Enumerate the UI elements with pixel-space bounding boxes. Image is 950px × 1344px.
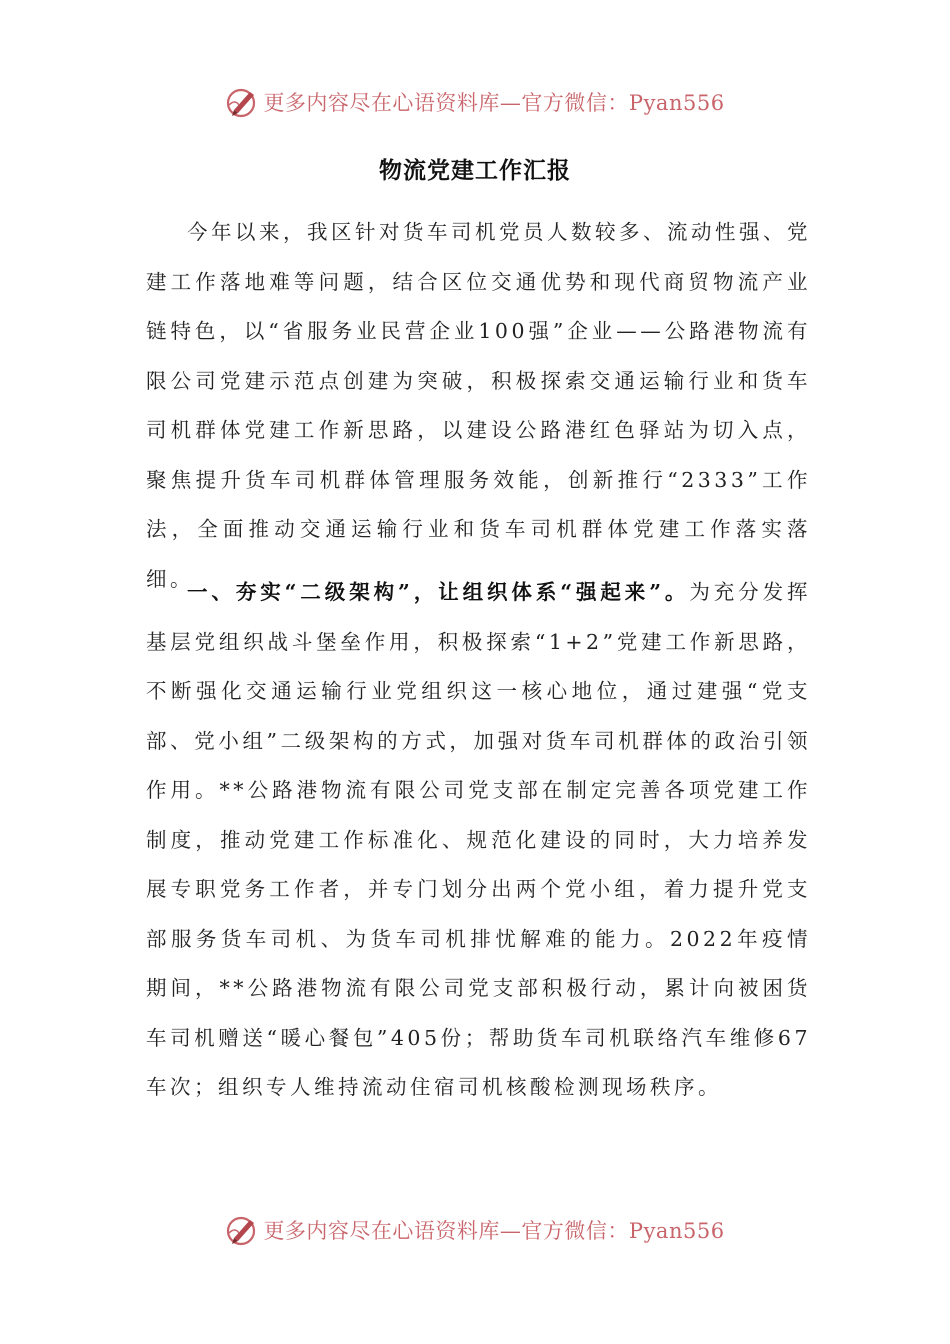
banner-text: 更多内容尽在心语资料库—官方微信：Pyan556 (263, 91, 725, 115)
footer-banner (0, 1210, 950, 1250)
section-1-paragraph (146, 568, 811, 1113)
header-banner (0, 82, 950, 122)
section-1-body: 为充分发挥基层党组织战斗堡垒作用，积极探索“1+2”党建工作新思路，不断强化交通运输行业党组织这一核心地位，通过建强“党支部、党小组”二级架构的方式，加强对货车司机群体的政治引领作用。**公路港物流有限公司党支部在制定完善各项党建工作制度，推动党建工作标准化、规范化建设的同时，大力培养发展专职党务工作者，并专门划分出两个党小组，着力提升党支部服务货车司机、为货车司机排忧解难的能力。2022年疫情期间，**公路港物流有限公司党支部积极行动，累计向被困货车司机赠送“暖心餐包”405份；帮助货车司机联络汽车维修67车次；组织专人维持流动住宿司机核酸检测现场秩序。 (146, 580, 811, 1099)
intro-paragraph: 今年以来，我区针对货车司机党员人数较多、流动性强、党建工作落地难等问题，结合区位交通优势和现代商贸物流产业链特色，以“省服务业民营企业100强”企业——公路港物流有限公司党建示范点创建为突破，积极探索交通运输行业和货车司机群体党建工作新思路，以建设公路港红色驿站为切入点，聚焦提升货车司机群体管理服务效能，创新推行“2333”工作法，全面推动交通运输行业和货车司机群体党建工作落实落细。 (146, 220, 811, 591)
section-1-heading: 一、夯实“二级架构”，让组织体系“强起来”。 (187, 580, 690, 604)
pen-logo-icon (225, 85, 259, 119)
banner-text: 更多内容尽在心语资料库—官方微信：Pyan556 (263, 1219, 725, 1243)
document-title: 物流党建工作汇报 (379, 157, 571, 184)
pen-logo-icon (225, 1213, 259, 1247)
